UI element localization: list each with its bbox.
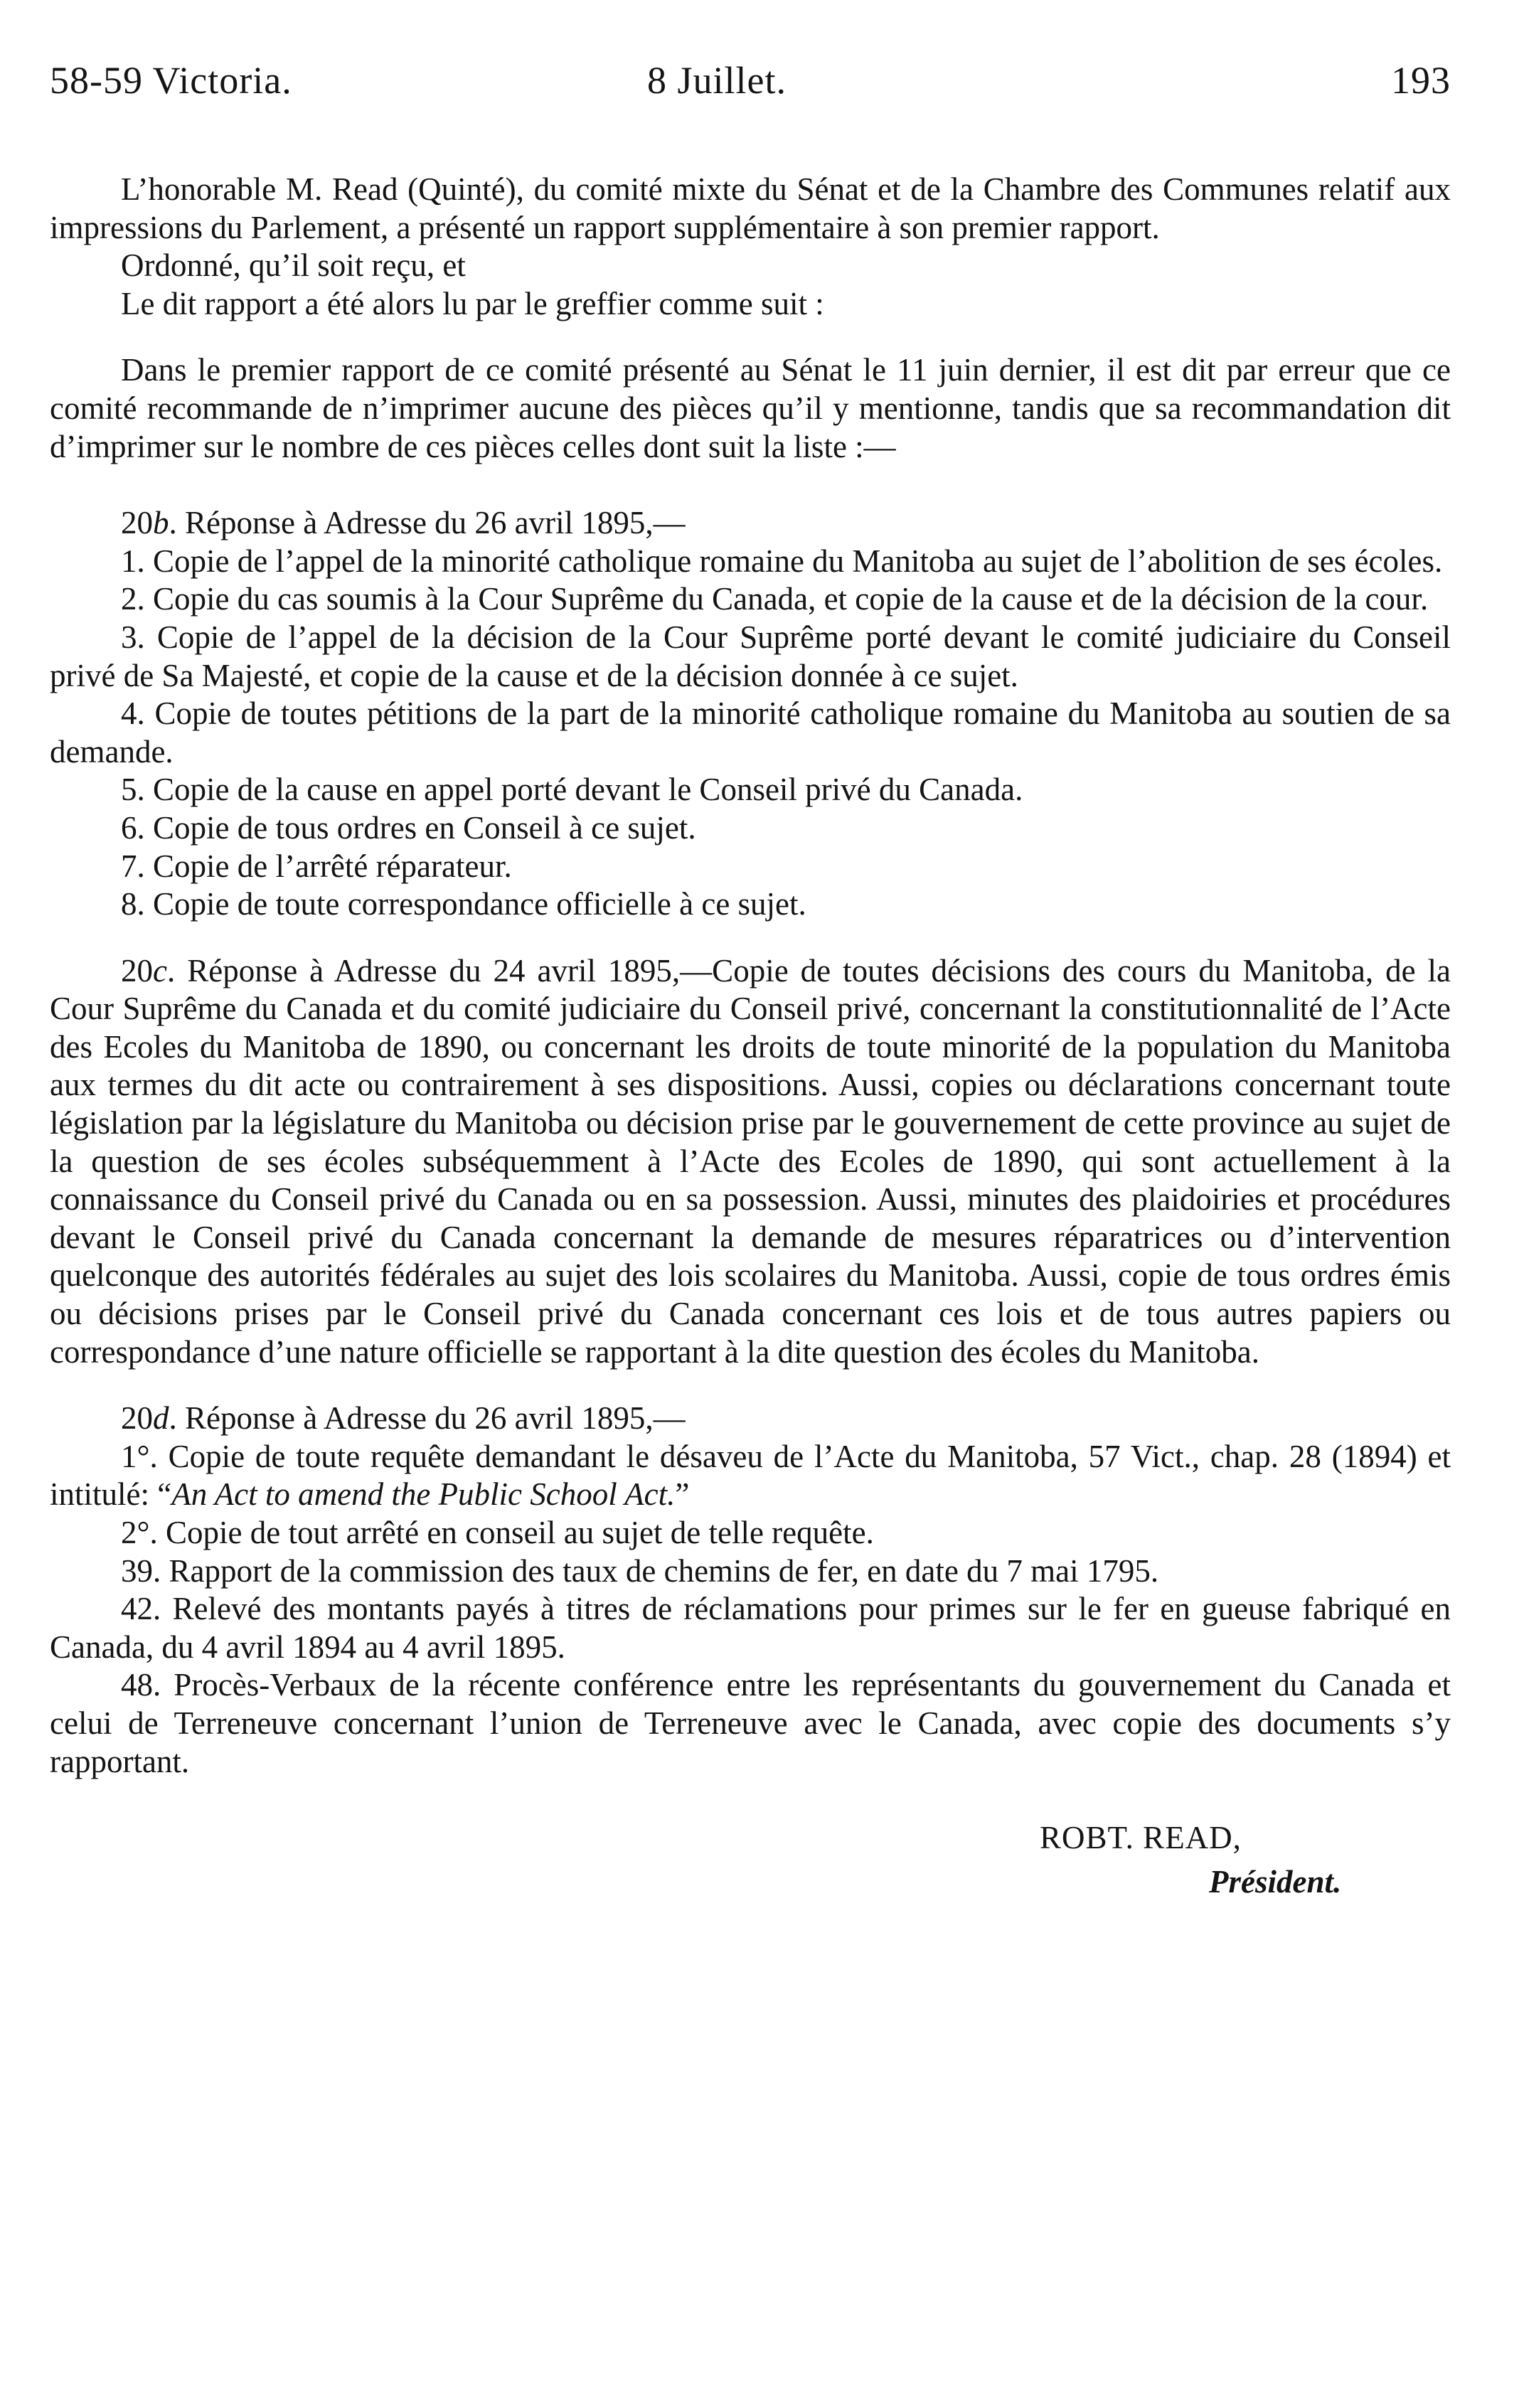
item-20d-letter: d <box>153 1400 169 1437</box>
signatory-name: ROBT. READ, <box>1040 1820 1242 1856</box>
item-20b-heading-text: . Réponse à Adresse du 26 avril 1895,— <box>169 505 686 541</box>
report-paragraph: Dans le premier rapport de ce comité présenté au Sénat le 11 juin dernier, il est dit par erreur que ce comité recommande de n’imprimer aucune des pièces qu’il y mentionne, tandis que sa recommandation dit d’imprimer sur le nombre de ces pièces celles dont suit la liste :— <box>50 352 1451 464</box>
item-20c-letter: c <box>153 952 167 989</box>
item-20b-entry-2: 2. Copie du cas soumis à la Cour Suprême du Canada, et copie de la cause et de la décision de la cour. <box>121 581 1429 617</box>
running-header <box>50 55 1451 105</box>
order-received: Ordonné, qu’il soit reçu, et <box>121 247 466 284</box>
item-20d-entry-1-text: 1°. Copie de toute requête demandant le désaveu de l’Acte du Manitoba, 57 Vict., chap. 28 (1894) et intitulé: “ <box>50 1438 1451 1513</box>
item-48-entry: 48. Procès-Verbaux de la récente conférence entre les représentants du gouvernement du Canada et celui de Terreneuve concernant l’union de Terreneuve avec le Canada, avec copie des documents s’y rapportant. <box>50 1667 1451 1779</box>
item-20d-entry-1 <box>50 1438 1451 1514</box>
signatory-title: Président. <box>1209 1864 1342 1900</box>
item-20b-entry-4: 4. Copie de toutes pétitions de la part de la minorité catholique romaine du Manitoba au soutien de sa demande. <box>50 696 1451 769</box>
item-20d-heading <box>50 1400 1451 1438</box>
report-read: Le dit rapport a été alors lu par le greffier comme suit : <box>121 285 824 321</box>
item-20b-number: 20 <box>121 505 153 541</box>
item-20c-text: . Réponse à Adresse du 24 avril 1895,—Copie de toutes décisions des cours du Manitoba, de la Cour Suprême du Canada et du comité judiciaire du Conseil privé, concernant la constitutionnalité de l’Acte des Ecoles du Manitoba de 1890, ou concernant les droits de toute minorité de la population du Manitoba aux termes du dit acte ou contrairement à ses dispositions. Aussi, copies ou déclarations concernant toute législation par la législature du Manitoba ou décision prise par le gouvernement de cette province au sujet de la question de ses écoles subséquemment à l’Acte des Ecoles de 1890, qui sont actuellement à la connaissance du Conseil privé du Canada ou en sa possession. Aussi, minutes des plaidoiries et procédures devant le Conseil privé du Canada concernant la demande de mesures réparatrices ou d’intervention quelconque des autorités fédérales au sujet des lois scolaires du Manitoba. Aussi, copie de tous ordres émis ou décisions prises par le Conseil privé du Canada concernant ces lois et de tous autres papiers ou correspondance d’une nature officielle se rapportant à la dite question des écoles du Manitoba. <box>50 952 1451 1370</box>
item-20d-entry-1-close-quote: ” <box>675 1476 690 1513</box>
item-20b-letter: b <box>153 505 169 541</box>
item-20b-entry-1: 1. Copie de l’appel de la minorité catholique romaine du Manitoba au sujet de l’abolition de ses écoles. <box>121 543 1443 579</box>
item-20d-heading-text: . Réponse à Adresse du 26 avril 1895,— <box>169 1400 686 1437</box>
item-20b-entry-3: 3. Copie de l’appel de la décision de la Cour Suprême porté devant le comité judiciaire du Conseil privé de Sa Majesté, et copie de la cause et de la décision donnée à ce sujet. <box>50 619 1451 693</box>
item-20b-heading <box>50 504 1451 543</box>
item-39-entry: 39. Rapport de la commission des taux de chemins de fer, en date du 7 mai 1795. <box>121 1552 1159 1589</box>
header-date: 8 Juillet. <box>647 59 787 102</box>
item-20d-number: 20 <box>121 1400 153 1437</box>
item-42-entry: 42. Relevé des montants payés à titres de réclamations pour primes sur le fer en gueuse fabriqué en Canada, du 4 avril 1894 au 4 avril 1895. <box>50 1591 1451 1665</box>
item-20b-entry-6: 6. Copie de tous ordres en Conseil à ce sujet. <box>121 809 696 846</box>
item-20c-paragraph <box>50 952 1451 1372</box>
item-20b-entry-8: 8. Copie de toute correspondance officielle à ce sujet. <box>121 886 806 922</box>
page-number: 193 <box>1391 59 1451 102</box>
item-20b-entry-5: 5. Copie de la cause en appel porté devant le Conseil privé du Canada. <box>121 772 1023 808</box>
item-20d-entry-2: 2°. Copie de tout arrêté en conseil au sujet de telle requête. <box>121 1515 874 1550</box>
header-session: 58-59 Victoria. <box>50 59 292 102</box>
journal-body <box>50 171 1451 1916</box>
signature-block <box>50 1816 1451 1916</box>
act-title: An Act to amend the Public School Act. <box>171 1476 676 1513</box>
item-20b-entry-7: 7. Copie de l’arrêté réparateur. <box>121 848 512 884</box>
document-page <box>50 55 1451 1916</box>
item-20c-number: 20 <box>121 952 153 989</box>
intro-paragraph: L’honorable M. Read (Quinté), du comité mixte du Sénat et de la Chambre des Communes relatif aux impressions du Parlement, a présenté un rapport supplémentaire à son premier rapport. <box>50 171 1451 245</box>
